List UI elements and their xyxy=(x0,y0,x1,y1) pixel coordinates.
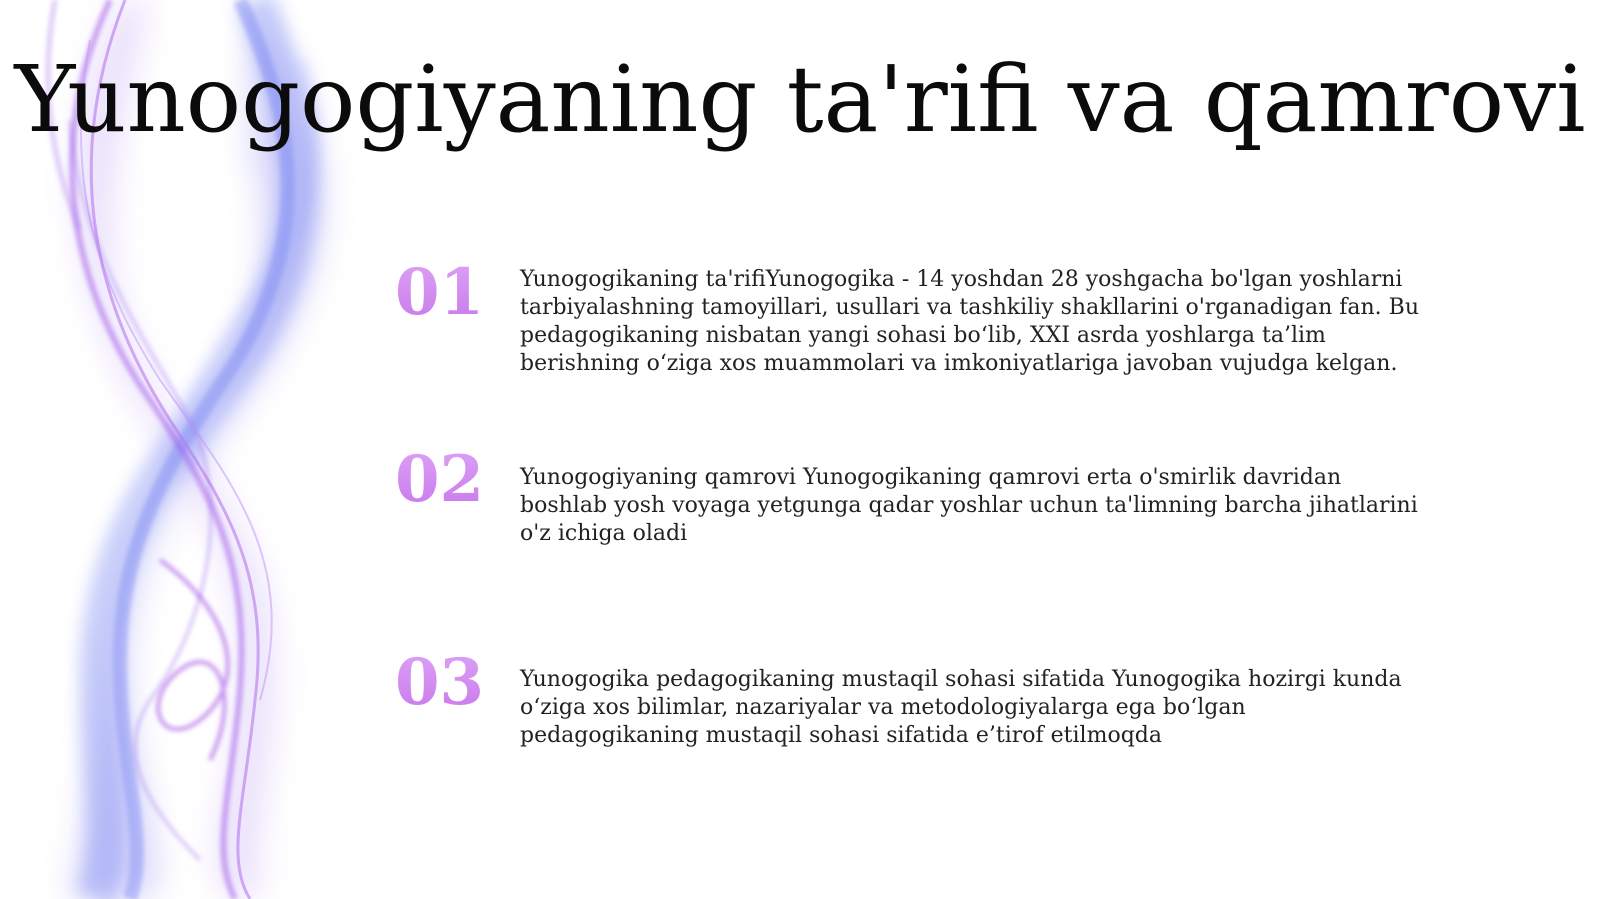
item-text: Yunogogiyaning qamrovi Yunogogikaning qamrovi erta o'smirlik davridan boshlab yosh voyaga yetgunga qadar yoshlar uchun ta'limning barcha jihatlarini o'z ichiga oladi xyxy=(520,465,1418,546)
item-number: 03 xyxy=(395,645,485,720)
slide-title: Yunogogiyaning ta'rifi va qamrovi xyxy=(14,46,1586,153)
item-text: Yunogogikaning ta'rifiYunogogika - 14 yoshdan 28 yoshgacha bo'lgan yoshlarni tarbiyalashning tamoyillari, usullari va tashkiliy shakllarini o'rganadigan fan. Bu pedagogikaning nisbatan yangi sohasi bo‘lib, XXI asrda yoshlarga ta’lim berishning o‘ziga xos muammolari va imkoniyatlariga javoban vujudga kelgan. xyxy=(520,267,1420,376)
item-number: 02 xyxy=(395,442,485,517)
item-text: Yunogogika pedagogikaning mustaqil sohasi sifatida Yunogogika hozirgi kunda o‘ziga xos bilimlar, nazariyalar va metodologiyalarga ega bo‘lgan pedagogikaning mustaqil sohasi sifatida e’tirof etilmoqda xyxy=(520,667,1402,748)
item-number: 01 xyxy=(395,255,485,330)
